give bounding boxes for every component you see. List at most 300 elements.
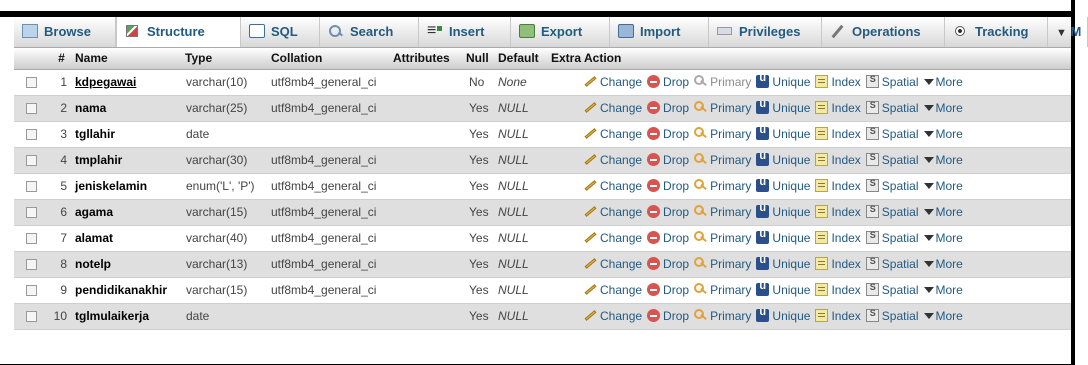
key-icon (694, 75, 707, 88)
table-row (14, 199, 1071, 225)
unique-action[interactable] (756, 179, 810, 193)
key-icon (694, 127, 707, 140)
column-number: 5 (50, 173, 73, 199)
index-label: Index (831, 257, 861, 271)
change-action[interactable] (584, 205, 642, 219)
change-action[interactable] (584, 309, 642, 323)
tab-import[interactable] (610, 17, 709, 47)
drop-icon (647, 257, 660, 270)
drop-label: Drop (663, 127, 690, 141)
column-collation: utf8mb4_general_ci (271, 277, 393, 303)
column-actions (584, 251, 1071, 277)
spatial-action[interactable] (866, 179, 919, 193)
spatial-action[interactable] (866, 153, 919, 167)
column-default: NULL (498, 303, 551, 329)
index-icon (815, 127, 828, 140)
column-attributes (393, 199, 466, 225)
column-number: 9 (50, 277, 73, 303)
change-label: Change (600, 257, 643, 271)
spatial-icon (866, 101, 879, 114)
index-action[interactable] (815, 283, 860, 297)
drop-label: Drop (663, 309, 690, 323)
change-action[interactable] (584, 101, 642, 115)
index-action[interactable] (815, 257, 860, 271)
spatial-icon (866, 231, 879, 244)
primary-action[interactable] (694, 101, 751, 115)
more-action[interactable] (924, 257, 963, 271)
pencil-icon (584, 257, 597, 270)
spatial-icon (866, 283, 879, 296)
search-icon (328, 24, 344, 38)
tab-sql[interactable] (241, 17, 320, 47)
column-name: notelp (73, 251, 185, 277)
drop-icon (647, 231, 660, 244)
primary-label: Primary (710, 101, 752, 115)
row-checkbox[interactable] (26, 207, 37, 218)
index-label: Index (831, 75, 861, 89)
key-icon (694, 309, 707, 322)
tab-label: Insert (449, 24, 485, 39)
operations-icon (830, 24, 846, 38)
tab-label: Operations (852, 24, 921, 39)
change-action[interactable] (584, 179, 642, 193)
unique-action[interactable] (756, 101, 810, 115)
row-checkbox[interactable] (26, 155, 37, 166)
index-icon (815, 231, 828, 244)
column-type: date (185, 303, 271, 329)
row-select-cell (14, 69, 50, 95)
column-actions (584, 199, 1071, 225)
row-select-cell (14, 173, 50, 199)
table-row (14, 147, 1071, 173)
unique-action[interactable] (756, 283, 810, 297)
primary-action[interactable] (694, 153, 751, 167)
spatial-action[interactable] (866, 283, 919, 297)
tab-bar (14, 17, 1082, 48)
primary-action[interactable] (694, 231, 751, 245)
tab-search[interactable] (320, 17, 419, 47)
column-number: 2 (50, 95, 73, 121)
change-label: Change (600, 75, 643, 89)
tab-label: Privileges (739, 24, 801, 39)
unique-action[interactable] (756, 75, 810, 89)
column-type: varchar(30) (185, 147, 271, 173)
column-collation: utf8mb4_general_ci (271, 251, 393, 277)
index-icon (815, 101, 828, 114)
spatial-label: Spatial (881, 257, 919, 271)
unique-icon (756, 309, 769, 322)
row-checkbox[interactable] (26, 233, 37, 244)
index-action[interactable] (815, 231, 860, 245)
index-action[interactable] (815, 101, 860, 115)
change-action[interactable] (584, 127, 642, 141)
column-extra (551, 225, 584, 251)
column-collation: utf8mb4_general_ci (271, 199, 393, 225)
column-name: kdpegawai (73, 69, 185, 95)
column-null: Yes (466, 303, 498, 329)
more-action[interactable] (924, 75, 963, 89)
column-number: 10 (50, 303, 73, 329)
row-checkbox[interactable] (26, 77, 37, 88)
tab-operations[interactable] (822, 17, 945, 47)
table-header (14, 48, 1071, 69)
unique-label: Unique (772, 309, 811, 323)
header-checkbox (14, 48, 50, 69)
primary-action[interactable] (694, 75, 751, 89)
column-attributes (393, 95, 466, 121)
drop-icon (647, 153, 660, 166)
index-action[interactable] (815, 127, 860, 141)
column-extra (551, 147, 584, 173)
tab-more[interactable] (1048, 17, 1088, 47)
unique-icon (756, 127, 769, 140)
pencil-icon (584, 75, 597, 88)
column-attributes (393, 251, 466, 277)
unique-label: Unique (772, 179, 811, 193)
header-name[interactable]: Name (73, 48, 185, 69)
column-null: No (466, 69, 498, 95)
unique-label: Unique (772, 127, 811, 141)
column-name: pendidikanakhir (73, 277, 185, 303)
drop-icon (647, 283, 660, 296)
row-checkbox[interactable] (26, 129, 37, 140)
column-default: NULL (498, 251, 551, 277)
unique-action[interactable] (756, 309, 810, 323)
primary-label: Primary (710, 309, 752, 323)
more-action[interactable] (924, 101, 963, 115)
row-select-cell (14, 251, 50, 277)
tab-insert[interactable] (419, 17, 511, 47)
change-action[interactable] (584, 75, 642, 89)
import-icon (618, 24, 634, 38)
unique-action[interactable] (756, 205, 810, 219)
index-action[interactable] (815, 153, 860, 167)
unique-icon (756, 283, 769, 296)
column-extra (551, 69, 584, 95)
column-collation: utf8mb4_general_ci (271, 69, 393, 95)
pencil-icon (584, 179, 597, 192)
unique-icon (756, 75, 769, 88)
tab-label: Tracking (975, 24, 1029, 39)
column-collation (271, 121, 393, 147)
column-collation: utf8mb4_general_ci (271, 95, 393, 121)
spatial-action[interactable] (866, 257, 919, 271)
column-name: jeniskelamin (73, 173, 185, 199)
insert-icon (427, 24, 443, 38)
spatial-label: Spatial (881, 205, 919, 219)
unique-icon (756, 153, 769, 166)
primary-action[interactable] (694, 127, 751, 141)
spatial-action[interactable] (866, 309, 919, 323)
primary-label: Primary (710, 153, 752, 167)
row-checkbox[interactable] (26, 285, 37, 296)
spatial-action[interactable] (866, 127, 919, 141)
more-label: More (935, 283, 963, 297)
chevron-down-icon (924, 131, 934, 137)
change-action[interactable] (584, 153, 642, 167)
tab-browse[interactable] (14, 17, 116, 47)
primary-label: Primary (710, 257, 752, 271)
column-extra (551, 121, 584, 147)
key-icon (694, 179, 707, 192)
pencil-icon (584, 309, 597, 322)
tab-tracking[interactable] (945, 17, 1048, 47)
primary-label: Primary (710, 205, 752, 219)
change-label: Change (600, 153, 643, 167)
column-collation (271, 303, 393, 329)
row-checkbox[interactable] (26, 259, 37, 270)
index-action[interactable] (815, 205, 860, 219)
spatial-icon (866, 205, 879, 218)
column-null: Yes (466, 277, 498, 303)
column-attributes (393, 277, 466, 303)
drop-label: Drop (663, 231, 690, 245)
spatial-label: Spatial (881, 101, 919, 115)
tab-structure[interactable] (116, 17, 241, 47)
row-checkbox[interactable] (26, 103, 37, 114)
table-row (14, 251, 1071, 277)
column-number: 3 (50, 121, 73, 147)
column-null: Yes (466, 121, 498, 147)
spatial-action[interactable] (866, 75, 919, 89)
key-icon (694, 153, 707, 166)
column-null: Yes (466, 173, 498, 199)
unique-action[interactable] (756, 127, 810, 141)
column-number: 7 (50, 225, 73, 251)
tab-label: Export (541, 24, 583, 39)
row-checkbox[interactable] (26, 311, 37, 322)
column-type: date (185, 121, 271, 147)
index-label: Index (831, 179, 861, 193)
change-action[interactable] (584, 231, 642, 245)
column-type: enum('L', 'P') (185, 173, 271, 199)
column-attributes (393, 147, 466, 173)
tab-privileges[interactable] (709, 17, 822, 47)
change-label: Change (600, 127, 643, 141)
more-action[interactable] (924, 309, 963, 323)
change-label: Change (600, 101, 643, 115)
drop-action[interactable] (647, 231, 689, 245)
privileges-icon (717, 24, 733, 38)
column-actions (584, 121, 1071, 147)
drop-action[interactable] (647, 205, 689, 219)
unique-icon (756, 179, 769, 192)
index-action[interactable] (815, 309, 860, 323)
index-icon (815, 179, 828, 192)
chevron-down-icon (924, 235, 934, 241)
chevron-down-icon (924, 313, 934, 319)
drop-action[interactable] (647, 127, 689, 141)
unique-action[interactable] (756, 257, 810, 271)
row-select-cell (14, 225, 50, 251)
table-row (14, 225, 1071, 251)
column-type: varchar(13) (185, 251, 271, 277)
column-name: alamat (73, 225, 185, 251)
primary-action[interactable] (694, 205, 751, 219)
change-label: Change (600, 179, 643, 193)
primary-action[interactable] (694, 309, 751, 323)
table-row (14, 95, 1071, 121)
chevron-down-icon (924, 183, 934, 189)
more-action[interactable] (924, 179, 963, 193)
spatial-icon (866, 75, 879, 88)
unique-action[interactable] (756, 231, 810, 245)
column-number: 8 (50, 251, 73, 277)
column-default: None (498, 69, 551, 95)
column-name: tgllahir (73, 121, 185, 147)
column-actions (584, 69, 1071, 95)
column-extra (551, 251, 584, 277)
structure-table (14, 48, 1071, 330)
column-actions (584, 225, 1071, 251)
primary-action[interactable] (694, 179, 751, 193)
more-action[interactable] (924, 153, 963, 167)
column-type: varchar(10) (185, 69, 271, 95)
pencil-icon (584, 205, 597, 218)
drop-action[interactable] (647, 153, 689, 167)
unique-action[interactable] (756, 153, 810, 167)
drop-action[interactable] (647, 101, 689, 115)
primary-label: Primary (710, 283, 752, 297)
header-attributes[interactable]: Attributes (393, 48, 466, 69)
row-checkbox[interactable] (26, 181, 37, 192)
spatial-icon (866, 127, 879, 140)
primary-label: Primary (710, 231, 752, 245)
more-action[interactable] (924, 231, 963, 245)
column-name: tglmulaikerja (73, 303, 185, 329)
header-null[interactable]: Null (466, 48, 498, 69)
tab-label: M (1070, 24, 1082, 39)
column-actions (584, 95, 1071, 121)
header-collation[interactable]: Collation (271, 48, 393, 69)
index-label: Index (831, 231, 861, 245)
index-icon (815, 75, 828, 88)
drop-icon (647, 179, 660, 192)
column-type: varchar(25) (185, 95, 271, 121)
primary-action[interactable] (694, 283, 751, 297)
column-name: nama (73, 95, 185, 121)
tab-export[interactable] (511, 17, 610, 47)
unique-label: Unique (772, 283, 811, 297)
column-type: varchar(40) (185, 225, 271, 251)
tracking-icon (953, 24, 969, 38)
spatial-action[interactable] (866, 101, 919, 115)
column-extra (551, 95, 584, 121)
window-top (0, 0, 1075, 11)
spatial-icon (866, 309, 879, 322)
pencil-icon (584, 127, 597, 140)
drop-action[interactable] (647, 75, 689, 89)
chevron-down-icon (924, 287, 934, 293)
column-extra (551, 277, 584, 303)
drop-label: Drop (663, 153, 690, 167)
change-action[interactable] (584, 257, 642, 271)
more-label: More (935, 75, 963, 89)
drop-icon (647, 127, 660, 140)
unique-label: Unique (772, 205, 811, 219)
drop-icon (647, 205, 660, 218)
more-action[interactable] (924, 205, 963, 219)
column-number: 1 (50, 69, 73, 95)
key-icon (694, 257, 707, 270)
unique-icon (756, 101, 769, 114)
unique-label: Unique (772, 231, 811, 245)
index-icon (815, 153, 828, 166)
pencil-icon (584, 101, 597, 114)
drop-action[interactable] (647, 179, 689, 193)
pencil-icon (584, 231, 597, 244)
pencil-icon (584, 283, 597, 296)
column-number: 4 (50, 147, 73, 173)
header-type[interactable]: Type (185, 48, 271, 69)
index-action[interactable] (815, 179, 860, 193)
spatial-action[interactable] (866, 231, 919, 245)
unique-icon (756, 205, 769, 218)
column-actions (584, 303, 1071, 329)
chevron-down-icon (924, 209, 934, 215)
column-default: NULL (498, 95, 551, 121)
drop-action[interactable] (647, 257, 689, 271)
index-action[interactable] (815, 75, 860, 89)
column-null: Yes (466, 225, 498, 251)
index-label: Index (831, 309, 861, 323)
structure-icon (125, 24, 141, 38)
column-name: agama (73, 199, 185, 225)
column-attributes (393, 303, 466, 329)
pencil-icon (584, 153, 597, 166)
primary-label: Primary (710, 75, 752, 89)
column-default: NULL (498, 225, 551, 251)
row-select-cell (14, 147, 50, 173)
tab-label: SQL (271, 24, 298, 39)
drop-action[interactable] (647, 283, 689, 297)
drop-icon (647, 309, 660, 322)
index-icon (815, 309, 828, 322)
change-label: Change (600, 231, 643, 245)
row-select-cell (14, 121, 50, 147)
primary-action[interactable] (694, 257, 751, 271)
spatial-icon (866, 153, 879, 166)
drop-action[interactable] (647, 309, 689, 323)
row-select-cell (14, 303, 50, 329)
header-default[interactable]: Default (498, 48, 551, 69)
drop-label: Drop (663, 283, 690, 297)
index-icon (815, 257, 828, 270)
column-actions (584, 147, 1071, 173)
spatial-label: Spatial (881, 75, 919, 89)
column-collation: utf8mb4_general_ci (271, 147, 393, 173)
unique-icon (756, 257, 769, 270)
spatial-action[interactable] (866, 205, 919, 219)
tab-label: Browse (44, 24, 91, 39)
more-action[interactable] (924, 283, 963, 297)
drop-icon (647, 75, 660, 88)
more-action[interactable] (924, 127, 963, 141)
header-extra[interactable]: Extra (551, 48, 584, 69)
browse-icon (22, 24, 38, 38)
key-icon (694, 101, 707, 114)
index-icon (815, 283, 828, 296)
column-default: NULL (498, 277, 551, 303)
tab-label: Import (640, 24, 681, 39)
chevron-down-icon: ▼ (1056, 27, 1067, 39)
column-collation: utf8mb4_general_ci (271, 173, 393, 199)
unique-label: Unique (772, 101, 811, 115)
change-action[interactable] (584, 283, 642, 297)
column-null: Yes (466, 251, 498, 277)
drop-label: Drop (663, 205, 690, 219)
table-row (14, 121, 1071, 147)
